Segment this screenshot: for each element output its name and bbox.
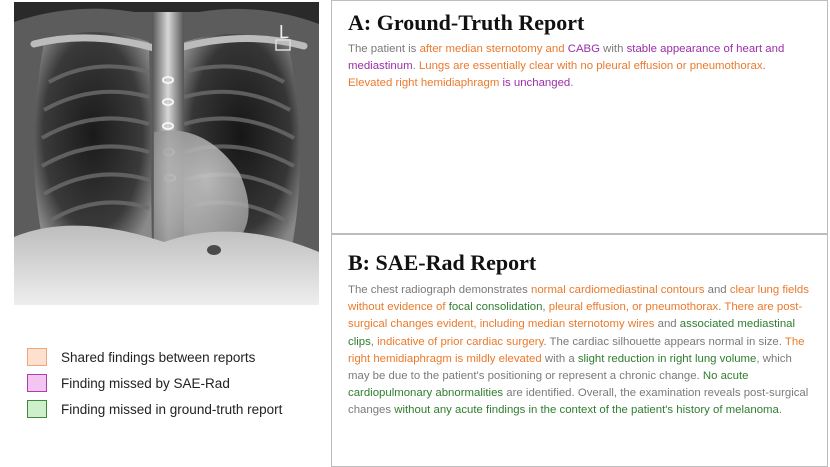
report-segment-shared: There are post-surgical changes evident, including median sternotomy wires — [348, 301, 803, 331]
report-segment-missed-gt: slight reduction in right lung volume — [577, 352, 757, 365]
chest-xray-image — [14, 2, 319, 305]
sae-rad-report-panel — [331, 234, 828, 467]
report-segment-neutral: . The cardiac silhouette appears normal in size. — [543, 335, 785, 348]
report-segment-neutral: and — [704, 284, 730, 296]
report-segment-shared: The right hemidiaphragm is mildly elevated — [348, 335, 805, 365]
report-segment-neutral: with a — [541, 352, 578, 365]
legend-label: Finding missed in ground-truth report — [61, 401, 283, 417]
report-segment-shared: pleural effusion, or pneumothorax — [548, 301, 719, 314]
ground-truth-report-text — [348, 41, 813, 93]
report-segment-neutral: . — [412, 60, 419, 73]
report-segment-missed-sae: is unchanged — [499, 77, 571, 90]
report-segment-shared: indicative of prior cardiac surgery — [377, 335, 544, 348]
report-segment-missed-gt: focal consolidation — [448, 301, 543, 314]
report-segment-missed-sae: CABG — [567, 43, 600, 55]
report-segment-neutral: The chest radiograph demonstrates — [348, 284, 531, 296]
report-segment-missed-gt: No acute cardiopulmonary abnormalities — [348, 370, 749, 400]
report-segment-neutral: with — [600, 43, 627, 55]
report-segment-shared: Lungs are essentially clear with no pleural effusion or pneumothorax — [418, 60, 763, 73]
legend-item — [27, 373, 282, 393]
legend-item — [27, 347, 282, 367]
legend-label: Shared findings between reports — [61, 349, 256, 365]
color-legend — [27, 347, 282, 425]
ground-truth-report-title: A: Ground-Truth Report — [348, 10, 585, 35]
legend-item — [27, 399, 282, 419]
report-segment-neutral: . — [762, 60, 766, 73]
report-segment-missed-gt: without any acute findings in the context of the patient's history of melanoma — [394, 404, 779, 417]
sae-rad-report-text — [348, 282, 813, 420]
legend-swatch — [27, 348, 47, 366]
legend-label: Finding missed by SAE-Rad — [61, 375, 230, 391]
report-segment-neutral: . — [778, 404, 783, 417]
report-segment-neutral: The patient is — [348, 43, 420, 55]
report-segment-neutral: are identified. Overall, the examination reveals post-surgical changes — [348, 387, 809, 417]
report-segment-neutral: , which may be due to the patient's positioning or represent a chronic change. — [348, 352, 792, 383]
legend-swatch — [27, 400, 47, 418]
legend-swatch — [27, 374, 47, 392]
report-segment-neutral: , — [542, 301, 549, 314]
report-segment-shared: normal cardiomediastinal contours — [530, 284, 705, 296]
xray-graphic — [14, 2, 319, 305]
report-segment-missed-gt: associated mediastinal clips — [348, 318, 796, 348]
report-segment-neutral: , — [370, 335, 378, 348]
report-segment-neutral: . — [718, 301, 725, 314]
report-segment-shared: Elevated right hemidiaphragm — [348, 77, 500, 90]
sae-rad-report-title: B: SAE-Rad Report — [348, 250, 537, 275]
report-segment-neutral: . — [570, 77, 574, 90]
xray-lateral-marker: L — [279, 22, 290, 42]
report-segment-missed-sae: stable appearance of heart and mediastinum — [348, 43, 785, 73]
report-segment-shared: after median sternotomy and — [419, 43, 568, 55]
ground-truth-report-panel — [331, 0, 828, 234]
report-segment-shared: clear lung fields without evidence of — [348, 284, 809, 314]
report-segment-neutral: and — [654, 318, 680, 331]
